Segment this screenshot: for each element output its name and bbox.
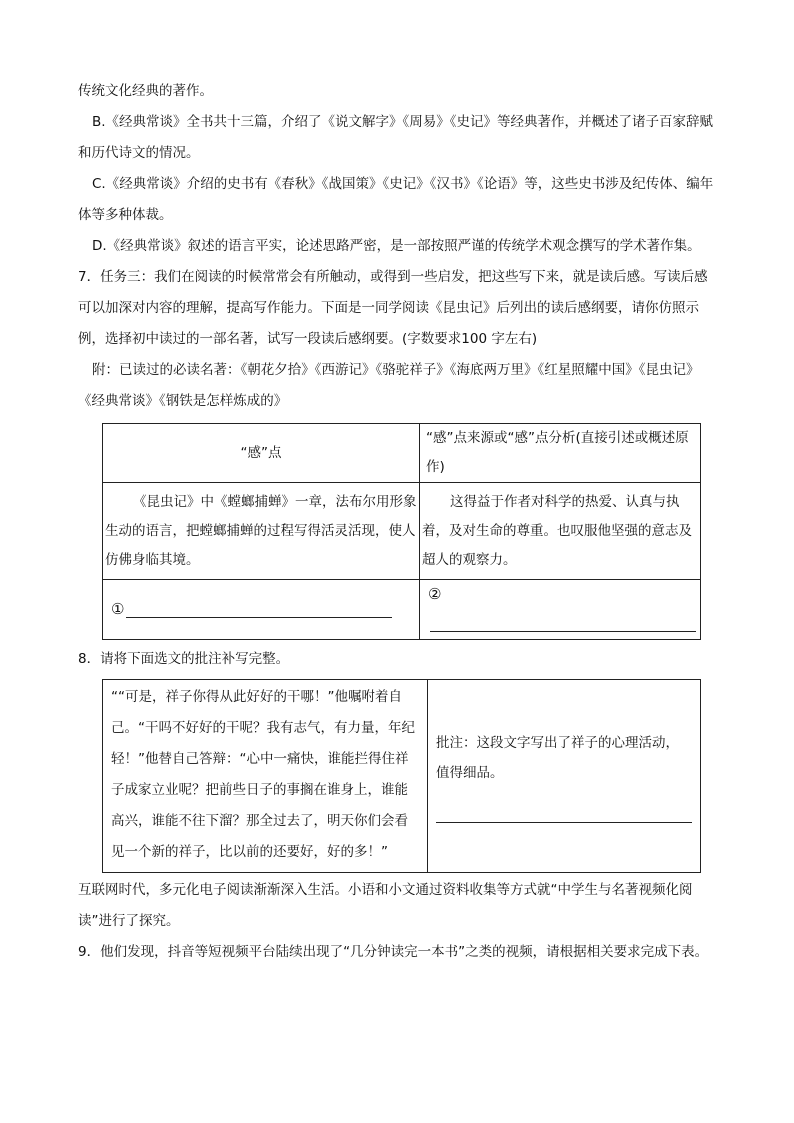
document-page (78, 76, 718, 968)
blank-number-1: ① (111, 599, 125, 618)
question-8: 8．请将下面选文的批注补写完整。 (78, 650, 290, 667)
question-7: 7．任务三：我们在阅读的时候常常会有所触动，或得到一些启发，把这些写下来，就是读后感。写读后感可以加深对内容的理解，提高写作能力。下面是一同学阅读《昆虫记》后列出的读后感纲要，请你仿照示例，选择初中读过的一部名著，试写一段读后感纲要。(字数要求100 字左右) (78, 269, 708, 347)
answer-line-1[interactable] (126, 601, 392, 618)
intro-paragraph: 互联网时代，多元化电子阅读渐渐深入生活。小语和小文通过资料收集等方式就“中学生与名著视频化阅读”进行了探究。 (78, 881, 693, 929)
annotation-answer-line[interactable] (436, 788, 692, 823)
table-row (103, 483, 701, 580)
example-analysis: 这得益于作者对科学的热爱、认真与执着，及对生命的尊重。也叹服他坚强的意志及超人的观察力。 (420, 483, 701, 580)
blank-number-2: ② (428, 585, 442, 603)
reflection-outline-table (102, 423, 701, 640)
option-b: B.《经典常谈》全书共十三篇，介绍了《说文解字》《周易》《史记》等经典著作，并概述了诸子百家辞赋和历代诗文的情况。 (78, 114, 714, 161)
annotation-table (102, 679, 701, 873)
table-row (103, 679, 701, 872)
annotation-text: 批注：这段文字写出了祥子的心理活动，值得细品。 (436, 735, 679, 781)
paragraph-continuation: 传统文化经典的著作。 (78, 83, 213, 99)
example-feeling-point: 《昆虫记》中《螳螂捕蝉》一章，法布尔用形象生动的语言，把螳螂捕蝉的过程写得活灵活现，使人仿佛身临其境。 (103, 483, 420, 580)
table-header-feeling-point: “感”点 (103, 424, 420, 483)
option-c: C.《经典常谈》介绍的史书有《春秋》《战国策》《史记》《汉书》《论语》等，这些史书涉及纪传体、编年体等多种体裁。 (78, 176, 714, 223)
answer-blank-2[interactable] (420, 580, 701, 640)
question-9: 9．他们发现，抖音等短视频平台陆续出现了“几分钟读完一本书”之类的视频，请根据相关要求完成下表。 (78, 943, 709, 960)
question-7-book-list: 附：已读过的必读名著：《朝花夕拾》《西游记》《骆驼祥子》《海底两万里》《红星照耀中国》《昆虫记》《经典常谈》《钢铁是怎样炼成的》 (78, 362, 700, 409)
option-d: D.《经典常谈》叙述的语言平实，论述思路严密，是一部按照严谨的传统学术观念撰写的学术著作集。 (92, 238, 701, 254)
answer-blank-1[interactable] (103, 580, 420, 640)
answer-line-2[interactable] (430, 615, 696, 632)
table-header-source-analysis: “感”点来源或“感”点分析(直接引述或概述原作) (420, 424, 701, 483)
table-row (103, 580, 701, 640)
excerpt-text: ““可是，祥子你得从此好好的干哪！”他嘱咐着自己。“干吗不好好的干呢？我有志气，有力量，年纪轻！”他替自己答辩：“心中一痛快，谁能拦得住祥子成家立业呢？把前些日子的事搁在谁身上，谁能高兴，谁能不往下溜？那全过去了，明天你们会看见一个新的祥子，比以前的还要好，好的多！” (103, 679, 428, 872)
table-header-row (103, 424, 701, 483)
annotation-cell (428, 679, 701, 872)
